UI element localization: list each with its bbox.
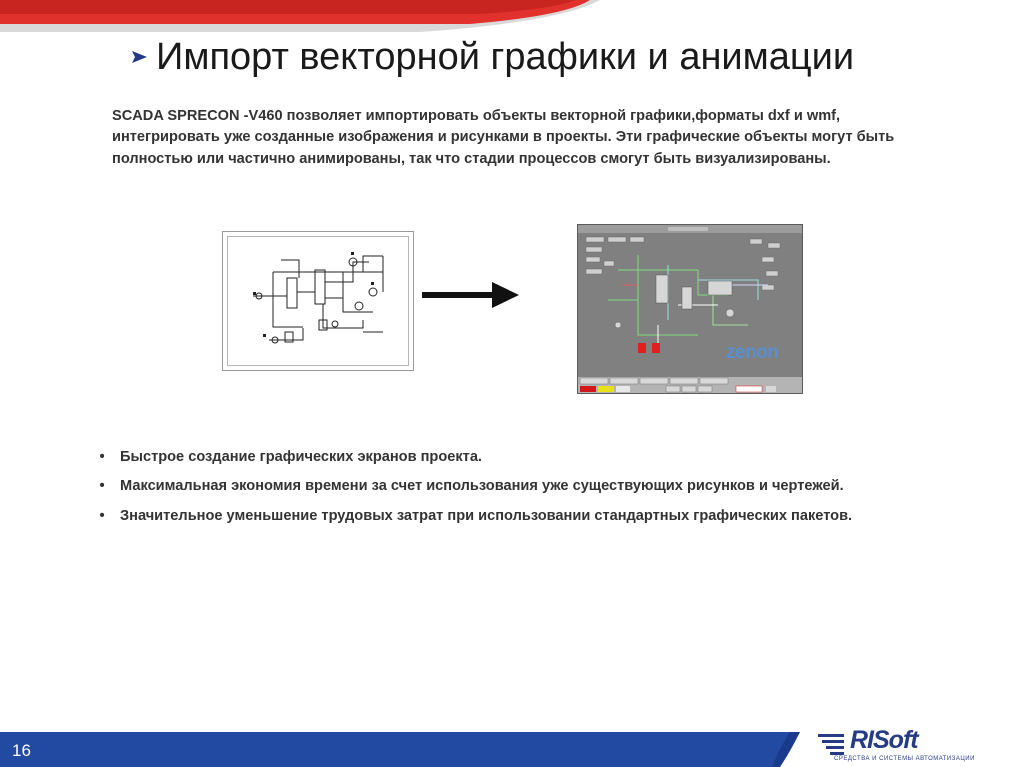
schematic-drawing [223,232,413,370]
bullet-list [96,447,926,535]
slide-title [130,36,854,79]
scada-brand-logo: zenon [726,342,779,363]
bullet-item [96,476,926,497]
bullet-item [96,447,926,468]
arrow-right-icon [422,280,520,310]
intro-paragraph: SCADA SPRECON -V460 позволяет импортировать объекты векторной графики,форматы dxf и wmf, интегрировать уже созданные изображения и рисунками в проекты. Эти графические объекты могут быть полностью или частично анимированы, так что стадии процессов смогут быть визуализированы. [112,108,895,167]
scada-mimic-drawing [578,225,802,393]
vector-drawing-image [222,231,414,371]
slide-title-text: Импорт векторной графики и анимации [156,36,855,78]
top-banner [0,0,1024,40]
bullet-dot: • [99,507,105,524]
page-number: 16 [12,741,31,760]
scada-screen-image [577,224,803,394]
title-chevron-icon [130,45,150,71]
bullet-text: Максимальная экономия времени за счет использования уже существующих рисунков и чертежей. [120,478,844,495]
bullet-item [96,506,926,527]
company-logo-tagline: СРЕДСТВА И СИСТЕМЫ АВТОМАТИЗАЦИИ [834,756,975,762]
bullet-text: Значительное уменьшение трудовых затрат при использовании стандартных графических пакетов. [120,507,853,524]
bullet-dot: • [99,478,105,495]
company-logo-name: RISoft [850,726,918,754]
bullet-dot: • [99,449,105,465]
bullet-text: Быстрое создание графических экранов проекта. [120,449,482,465]
